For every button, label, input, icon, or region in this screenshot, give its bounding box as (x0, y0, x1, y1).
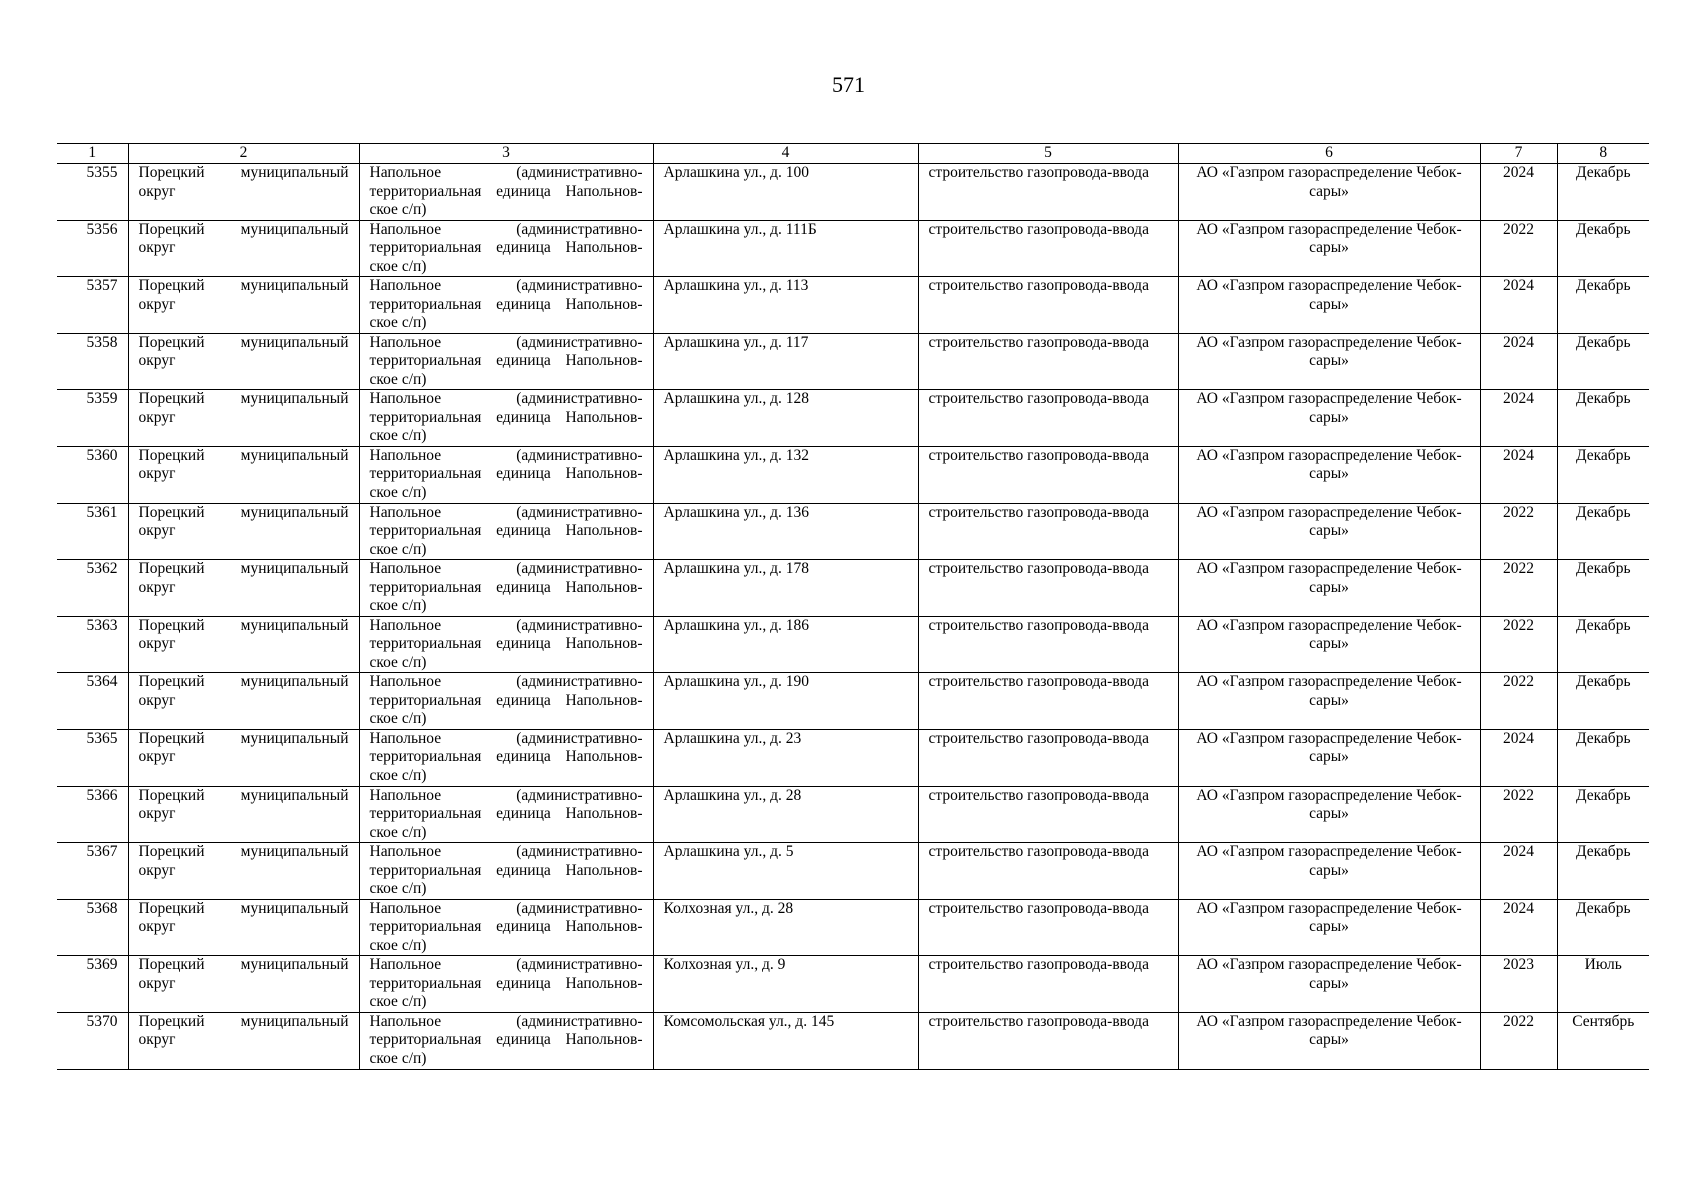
year-cell: 2024 (1480, 446, 1557, 503)
settlement-line: ское с/п) (369, 314, 427, 332)
district-line: округ (138, 182, 176, 200)
year-cell: 2022 (1480, 1012, 1557, 1069)
row-number: 5360 (57, 446, 128, 503)
settlement-cell (359, 446, 653, 503)
table-row (57, 786, 1649, 843)
organization-line: АО «Газпром газораспределение Чебок- (1196, 220, 1462, 238)
settlement-line: Напольное (административно- (369, 446, 643, 464)
organization-line: АО «Газпром газораспределение Чебок- (1196, 1012, 1462, 1030)
organization-cell (1178, 446, 1480, 503)
settlement-line: территориальная единица Напольнов- (369, 465, 643, 483)
organization-cell (1178, 843, 1480, 900)
work-type-cell: строительство газопровода-ввода (918, 786, 1178, 843)
organization-line: АО «Газпром газораспределение Чебок- (1196, 446, 1462, 464)
settlement-line: Напольное (административно- (369, 560, 643, 578)
organization-line: АО «Газпром газораспределение Чебок- (1196, 390, 1462, 408)
settlement-line: территориальная единица Напольнов- (369, 408, 643, 426)
district-line: округ (138, 1031, 176, 1049)
district-cell (128, 164, 359, 221)
settlement-line: территориальная единица Напольнов- (369, 1031, 643, 1049)
organization-line: АО «Газпром газораспределение Чебок- (1196, 729, 1462, 747)
work-type-cell: строительство газопровода-ввода (918, 446, 1178, 503)
row-number: 5366 (57, 786, 128, 843)
settlement-cell (359, 1012, 653, 1069)
address-cell: Арлашкина ул., д. 117 (653, 333, 918, 390)
column-number-row (57, 144, 1649, 164)
organization-line: сары» (1309, 974, 1349, 992)
settlement-line: территориальная единица Напольнов- (369, 861, 643, 879)
organization-line: сары» (1309, 861, 1349, 879)
settlement-cell (359, 503, 653, 560)
month-cell: Декабрь (1557, 729, 1649, 786)
table-row (57, 843, 1649, 900)
organization-cell (1178, 277, 1480, 334)
district-cell (128, 333, 359, 390)
row-number: 5362 (57, 560, 128, 617)
district-line: округ (138, 352, 176, 370)
year-cell: 2024 (1480, 164, 1557, 221)
row-number: 5355 (57, 164, 128, 221)
district-cell (128, 899, 359, 956)
table-row (57, 616, 1649, 673)
district-line: округ (138, 748, 176, 766)
organization-cell (1178, 786, 1480, 843)
organization-line: сары» (1309, 182, 1349, 200)
organization-line: сары» (1309, 352, 1349, 370)
year-cell: 2022 (1480, 560, 1557, 617)
address-cell: Арлашкина ул., д. 128 (653, 390, 918, 447)
district-cell (128, 390, 359, 447)
organization-cell (1178, 220, 1480, 277)
organization-line: АО «Газпром газораспределение Чебок- (1196, 164, 1462, 181)
settlement-line: ское с/п) (369, 597, 427, 615)
column-header: 4 (653, 144, 918, 164)
settlement-line: территориальная единица Напольнов- (369, 295, 643, 313)
settlement-line: ское с/п) (369, 653, 427, 671)
settlement-line: ское с/п) (369, 993, 427, 1011)
district-cell (128, 1012, 359, 1069)
organization-cell (1178, 390, 1480, 447)
settlement-line: Напольное (административно- (369, 220, 643, 238)
district-line: Порецкий муниципальный (138, 956, 349, 974)
district-line: округ (138, 578, 176, 596)
year-cell: 2023 (1480, 956, 1557, 1013)
address-cell: Арлашкина ул., д. 178 (653, 560, 918, 617)
column-header: 2 (128, 144, 359, 164)
row-number: 5357 (57, 277, 128, 334)
row-number: 5367 (57, 843, 128, 900)
settlement-line: Напольное (административно- (369, 277, 643, 295)
settlement-cell (359, 729, 653, 786)
table-row (57, 333, 1649, 390)
organization-cell (1178, 899, 1480, 956)
work-type-cell: строительство газопровода-ввода (918, 560, 1178, 617)
settlement-cell (359, 616, 653, 673)
settlement-cell (359, 390, 653, 447)
address-cell: Арлашкина ул., д. 111Б (653, 220, 918, 277)
settlement-line: ское с/п) (369, 540, 427, 558)
settlement-line: Напольное (административно- (369, 164, 643, 181)
district-cell (128, 446, 359, 503)
settlement-line: ское с/п) (369, 880, 427, 898)
settlement-line: Напольное (административно- (369, 333, 643, 351)
settlement-line: территориальная единица Напольнов- (369, 182, 643, 200)
address-cell: Арлашкина ул., д. 190 (653, 673, 918, 730)
address-cell: Арлашкина ул., д. 23 (653, 729, 918, 786)
settlement-cell (359, 956, 653, 1013)
year-cell: 2022 (1480, 673, 1557, 730)
row-number: 5356 (57, 220, 128, 277)
settlement-line: территориальная единица Напольнов- (369, 239, 643, 257)
address-cell: Арлашкина ул., д. 5 (653, 843, 918, 900)
district-line: округ (138, 805, 176, 823)
year-cell: 2024 (1480, 729, 1557, 786)
settlement-line: Напольное (административно- (369, 1012, 643, 1030)
work-type-cell: строительство газопровода-ввода (918, 220, 1178, 277)
district-line: округ (138, 295, 176, 313)
month-cell: Декабрь (1557, 220, 1649, 277)
settlement-line: ское с/п) (369, 710, 427, 728)
district-line: Порецкий муниципальный (138, 164, 349, 181)
organization-line: АО «Газпром газораспределение Чебок- (1196, 616, 1462, 634)
table-row (57, 277, 1649, 334)
table-row (57, 220, 1649, 277)
district-cell (128, 503, 359, 560)
organization-cell (1178, 1012, 1480, 1069)
settlement-line: ское с/п) (369, 1049, 427, 1067)
organization-line: сары» (1309, 522, 1349, 540)
work-type-cell: строительство газопровода-ввода (918, 673, 1178, 730)
table-row (57, 164, 1649, 221)
work-type-cell: строительство газопровода-ввода (918, 616, 1178, 673)
organization-line: АО «Газпром газораспределение Чебок- (1196, 843, 1462, 861)
work-type-cell: строительство газопровода-ввода (918, 390, 1178, 447)
district-line: округ (138, 408, 176, 426)
year-cell: 2024 (1480, 277, 1557, 334)
work-type-cell: строительство газопровода-ввода (918, 164, 1178, 221)
address-cell: Арлашкина ул., д. 132 (653, 446, 918, 503)
organization-line: АО «Газпром газораспределение Чебок- (1196, 786, 1462, 804)
organization-line: АО «Газпром газораспределение Чебок- (1196, 333, 1462, 351)
organization-cell (1178, 616, 1480, 673)
table-body (57, 164, 1649, 1070)
organization-line: АО «Газпром газораспределение Чебок- (1196, 277, 1462, 295)
organization-line: АО «Газпром газораспределение Чебок- (1196, 899, 1462, 917)
year-cell: 2022 (1480, 503, 1557, 560)
district-cell (128, 673, 359, 730)
column-header: 1 (57, 144, 128, 164)
column-header: 8 (1557, 144, 1649, 164)
organization-line: сары» (1309, 918, 1349, 936)
organization-line: сары» (1309, 1031, 1349, 1049)
settlement-line: территориальная единица Напольнов- (369, 805, 643, 823)
row-number: 5370 (57, 1012, 128, 1069)
table-row (57, 446, 1649, 503)
address-cell: Колхозная ул., д. 28 (653, 899, 918, 956)
month-cell: Декабрь (1557, 560, 1649, 617)
organization-line: сары» (1309, 239, 1349, 257)
settlement-line: Напольное (административно- (369, 390, 643, 408)
address-cell: Арлашкина ул., д. 186 (653, 616, 918, 673)
organization-cell (1178, 956, 1480, 1013)
district-cell (128, 729, 359, 786)
district-line: округ (138, 239, 176, 257)
table-row (57, 390, 1649, 447)
organization-cell (1178, 333, 1480, 390)
work-type-cell: строительство газопровода-ввода (918, 503, 1178, 560)
work-type-cell: строительство газопровода-ввода (918, 729, 1178, 786)
month-cell: Декабрь (1557, 673, 1649, 730)
settlement-line: территориальная единица Напольнов- (369, 352, 643, 370)
district-line: округ (138, 918, 176, 936)
month-cell: Декабрь (1557, 786, 1649, 843)
district-line: Порецкий муниципальный (138, 503, 349, 521)
work-type-cell: строительство газопровода-ввода (918, 277, 1178, 334)
row-number: 5359 (57, 390, 128, 447)
organization-line: сары» (1309, 465, 1349, 483)
settlement-line: ское с/п) (369, 483, 427, 501)
table-row (57, 1012, 1649, 1069)
month-cell: Декабрь (1557, 899, 1649, 956)
address-cell: Арлашкина ул., д. 136 (653, 503, 918, 560)
column-header: 3 (359, 144, 653, 164)
table-row (57, 503, 1649, 560)
row-number: 5369 (57, 956, 128, 1013)
settlement-cell (359, 220, 653, 277)
organization-line: сары» (1309, 805, 1349, 823)
settlement-cell (359, 164, 653, 221)
settlement-line: ское с/п) (369, 427, 427, 445)
table-row (57, 560, 1649, 617)
organization-cell (1178, 503, 1480, 560)
organization-line: АО «Газпром газораспределение Чебок- (1196, 503, 1462, 521)
row-number: 5363 (57, 616, 128, 673)
organization-cell (1178, 729, 1480, 786)
organization-line: АО «Газпром газораспределение Чебок- (1196, 560, 1462, 578)
district-line: Порецкий муниципальный (138, 616, 349, 634)
month-cell: Декабрь (1557, 843, 1649, 900)
settlement-cell (359, 560, 653, 617)
settlement-line: территориальная единица Напольнов- (369, 635, 643, 653)
month-cell: Декабрь (1557, 446, 1649, 503)
district-line: Порецкий муниципальный (138, 729, 349, 747)
work-type-cell: строительство газопровода-ввода (918, 956, 1178, 1013)
settlement-line: Напольное (административно- (369, 843, 643, 861)
month-cell: Декабрь (1557, 616, 1649, 673)
settlement-line: Напольное (административно- (369, 899, 643, 917)
year-cell: 2022 (1480, 616, 1557, 673)
settlement-line: территориальная единица Напольнов- (369, 578, 643, 596)
organization-cell (1178, 164, 1480, 221)
settlement-cell (359, 277, 653, 334)
district-line: округ (138, 465, 176, 483)
table-row (57, 899, 1649, 956)
year-cell: 2024 (1480, 843, 1557, 900)
table-row (57, 673, 1649, 730)
district-line: округ (138, 522, 176, 540)
district-cell (128, 560, 359, 617)
address-cell: Арлашкина ул., д. 28 (653, 786, 918, 843)
year-cell: 2024 (1480, 390, 1557, 447)
address-cell: Комсомольская ул., д. 145 (653, 1012, 918, 1069)
district-cell (128, 220, 359, 277)
month-cell: Декабрь (1557, 164, 1649, 221)
settlement-line: Напольное (административно- (369, 729, 643, 747)
organization-cell (1178, 673, 1480, 730)
gasification-table (57, 143, 1649, 1070)
district-line: Порецкий муниципальный (138, 673, 349, 691)
year-cell: 2022 (1480, 220, 1557, 277)
column-header: 6 (1178, 144, 1480, 164)
settlement-line: ское с/п) (369, 766, 427, 784)
address-cell: Колхозная ул., д. 9 (653, 956, 918, 1013)
organization-line: АО «Газпром газораспределение Чебок- (1196, 673, 1462, 691)
column-header: 5 (918, 144, 1178, 164)
district-line: округ (138, 861, 176, 879)
table-row (57, 956, 1649, 1013)
organization-cell (1178, 560, 1480, 617)
month-cell: Декабрь (1557, 277, 1649, 334)
column-header: 7 (1480, 144, 1557, 164)
organization-line: сары» (1309, 295, 1349, 313)
district-cell (128, 786, 359, 843)
month-cell: Декабрь (1557, 390, 1649, 447)
year-cell: 2024 (1480, 899, 1557, 956)
organization-line: АО «Газпром газораспределение Чебок- (1196, 956, 1462, 974)
district-line: Порецкий муниципальный (138, 390, 349, 408)
page-number: 571 (832, 72, 865, 97)
district-line: Порецкий муниципальный (138, 786, 349, 804)
organization-line: сары» (1309, 748, 1349, 766)
settlement-line: Напольное (административно- (369, 616, 643, 634)
settlement-line: Напольное (административно- (369, 786, 643, 804)
organization-line: сары» (1309, 691, 1349, 709)
settlement-line: территориальная единица Напольнов- (369, 918, 643, 936)
settlement-line: ское с/п) (369, 201, 427, 218)
district-line: округ (138, 635, 176, 653)
year-cell: 2024 (1480, 333, 1557, 390)
month-cell: Декабрь (1557, 503, 1649, 560)
settlement-cell (359, 786, 653, 843)
district-cell (128, 277, 359, 334)
work-type-cell: строительство газопровода-ввода (918, 899, 1178, 956)
settlement-line: ское с/п) (369, 823, 427, 841)
settlement-line: ское с/п) (369, 370, 427, 388)
settlement-line: ское с/п) (369, 936, 427, 954)
organization-line: сары» (1309, 635, 1349, 653)
settlement-line: Напольное (административно- (369, 503, 643, 521)
settlement-line: территориальная единица Напольнов- (369, 748, 643, 766)
work-type-cell: строительство газопровода-ввода (918, 1012, 1178, 1069)
district-cell (128, 616, 359, 673)
settlement-line: территориальная единица Напольнов- (369, 974, 643, 992)
district-line: Порецкий муниципальный (138, 220, 349, 238)
month-cell: Декабрь (1557, 333, 1649, 390)
district-line: Порецкий муниципальный (138, 333, 349, 351)
settlement-line: Напольное (административно- (369, 956, 643, 974)
row-number: 5364 (57, 673, 128, 730)
settlement-line: территориальная единица Напольнов- (369, 522, 643, 540)
settlement-cell (359, 843, 653, 900)
district-line: Порецкий муниципальный (138, 277, 349, 295)
row-number: 5358 (57, 333, 128, 390)
settlement-line: ское с/п) (369, 257, 427, 275)
settlement-cell (359, 899, 653, 956)
district-line: Порецкий муниципальный (138, 843, 349, 861)
district-line: Порецкий муниципальный (138, 899, 349, 917)
district-line: округ (138, 691, 176, 709)
row-number: 5368 (57, 899, 128, 956)
district-cell (128, 843, 359, 900)
year-cell: 2022 (1480, 786, 1557, 843)
row-number: 5361 (57, 503, 128, 560)
district-line: Порецкий муниципальный (138, 560, 349, 578)
work-type-cell: строительство газопровода-ввода (918, 843, 1178, 900)
row-number: 5365 (57, 729, 128, 786)
organization-line: сары» (1309, 408, 1349, 426)
district-line: округ (138, 974, 176, 992)
work-type-cell: строительство газопровода-ввода (918, 333, 1178, 390)
month-cell: Сентябрь (1557, 1012, 1649, 1069)
address-cell: Арлашкина ул., д. 100 (653, 164, 918, 221)
address-cell: Арлашкина ул., д. 113 (653, 277, 918, 334)
settlement-cell (359, 673, 653, 730)
settlement-line: Напольное (административно- (369, 673, 643, 691)
organization-line: сары» (1309, 578, 1349, 596)
settlement-cell (359, 333, 653, 390)
district-line: Порецкий муниципальный (138, 446, 349, 464)
table-row (57, 729, 1649, 786)
district-line: Порецкий муниципальный (138, 1012, 349, 1030)
district-cell (128, 956, 359, 1013)
settlement-line: территориальная единица Напольнов- (369, 691, 643, 709)
month-cell: Июль (1557, 956, 1649, 1013)
